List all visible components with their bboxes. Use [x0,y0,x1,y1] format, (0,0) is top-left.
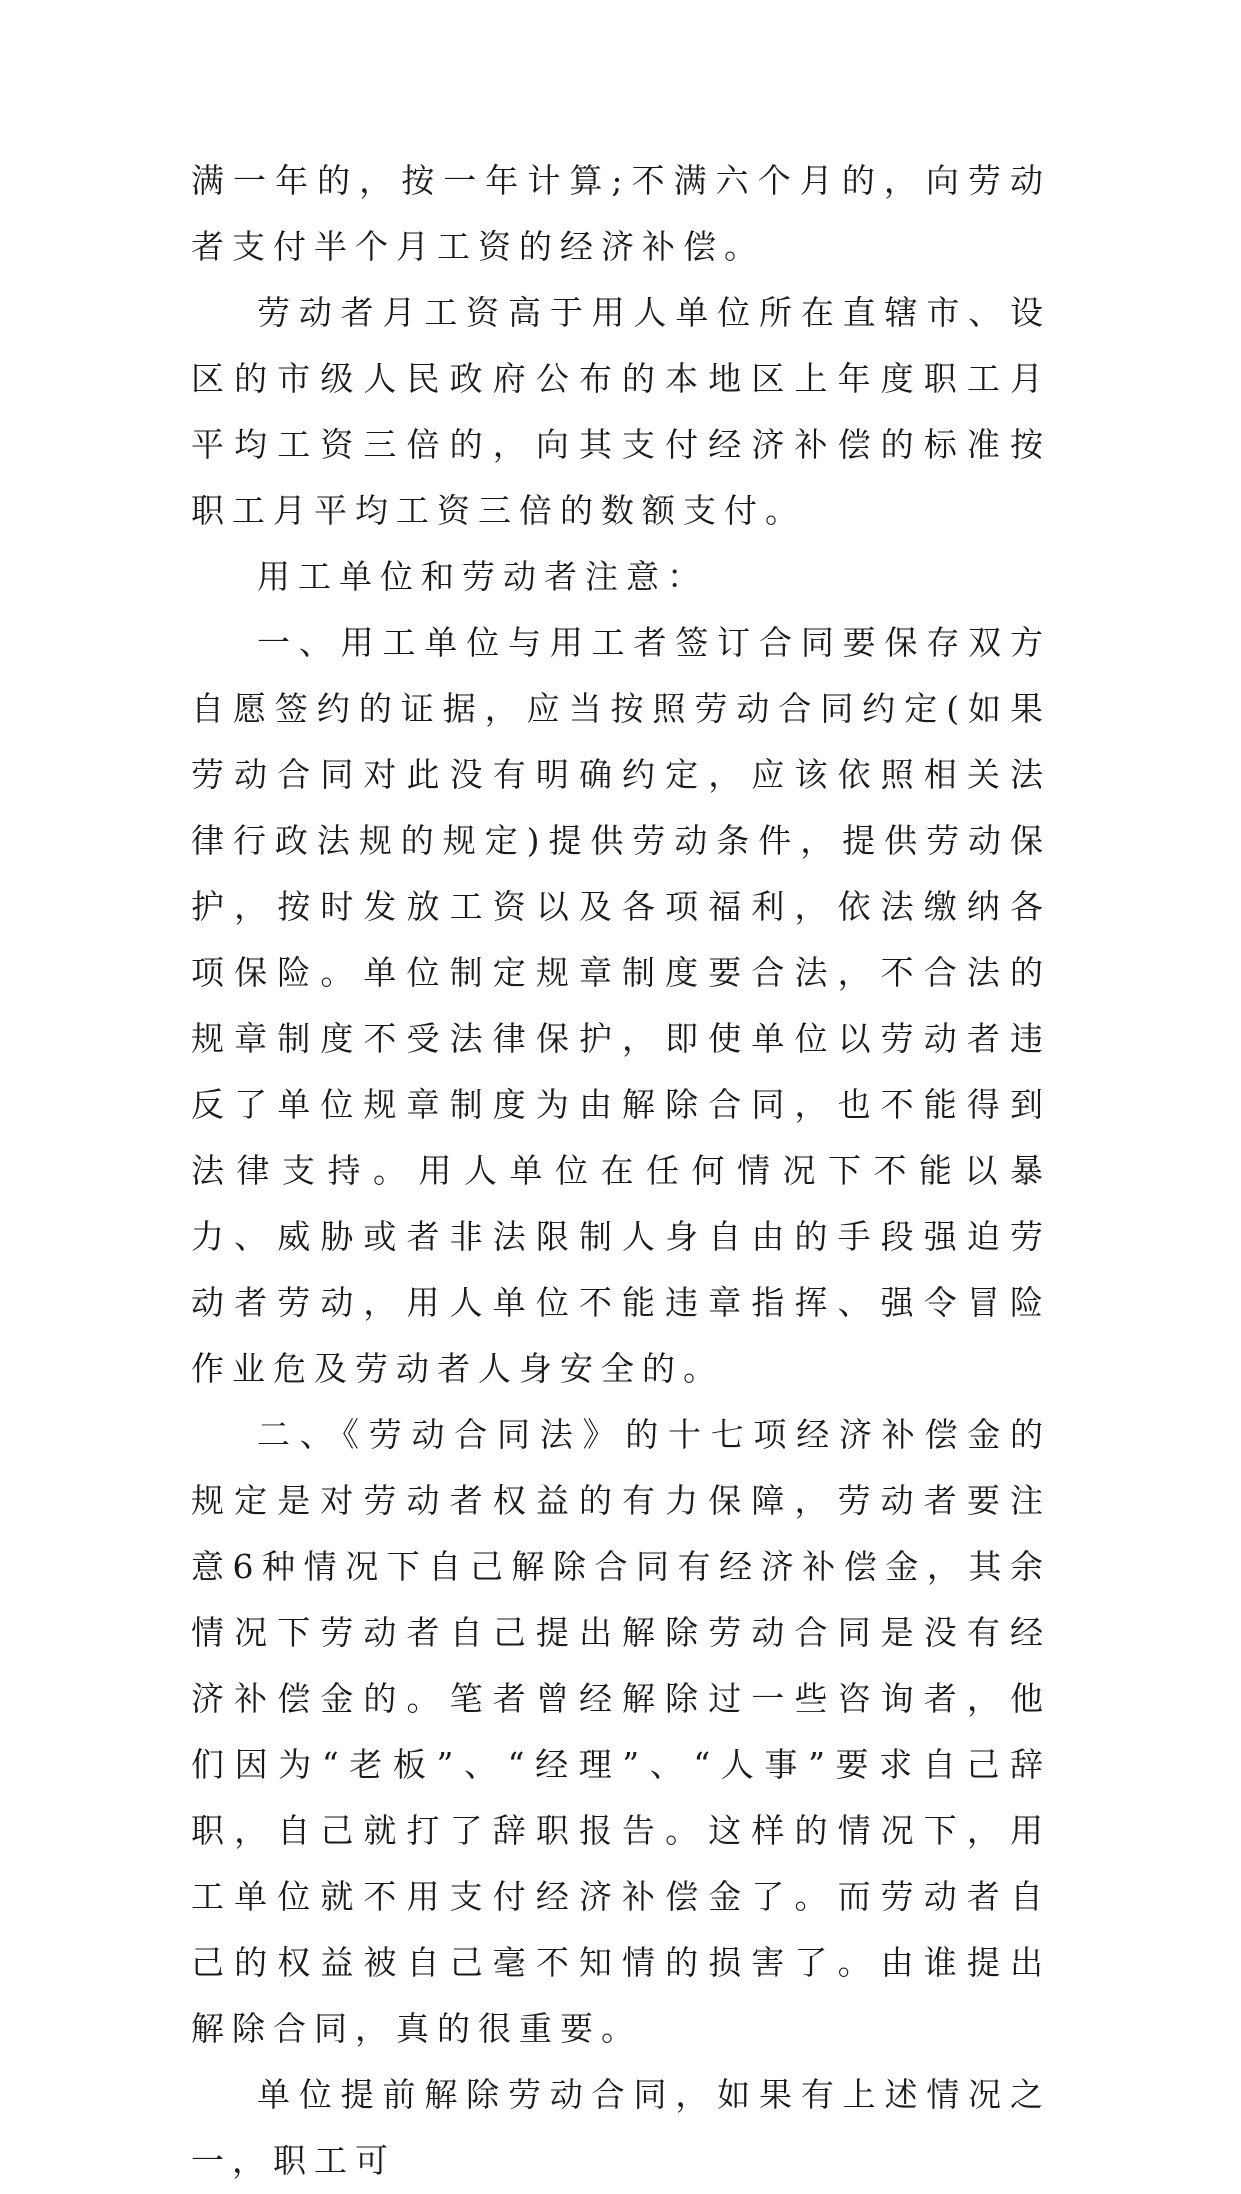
document-body [191,148,1051,2194]
paragraph-6: 单位提前解除劳动合同，如果有上述情况之一，职工可 [191,2075,1051,2180]
paragraph-5: 二、《劳动合同法》的十七项经济补偿金的规定是对劳动者权益的有力保障，劳动者要注意6种情况下自己解除合同有经济补偿金，其余情况下劳动者自己提出解除劳动合同是没有经济补偿金的。笔者曾经解除过一些咨询者，他们因为“老板”、“经理”、“人事”要求自己辞职，自己就打了辞职报告。这样的情况下，用工单位就不用支付经济补偿金了。而劳动者自己的权益被自己毫不知情的损害了。由谁提出解除合同，真的很重要。 [191,1415,1051,2048]
paragraph-2: 劳动者月工资高于用人单位所在直辖市、设区的市级人民政府公布的本地区上年度职工月平均工资三倍的，向其支付经济补偿的标准按职工月平均工资三倍的数额支付。 [191,293,1051,530]
paragraph-4: 一、用工单位与用工者签订合同要保存双方自愿签约的证据，应当按照劳动合同约定(如果劳动合同对此没有明确约定，应该依照相关法律行政法规的规定)提供劳动条件，提供劳动保护，按时发放工资以及各项福利，依法缴纳各项保险。单位制定规章制度要合法，不合法的规章制度不受法律保护，即使单位以劳动者违反了单位规章制度为由解除合同，也不能得到法律支持。用人单位在任何情况下不能以暴力、威胁或者非法限制人身自由的手段强迫劳动者劳动，用人单位不能违章指挥、强令冒险作业危及劳动者人身安全的。 [191,623,1051,1388]
paragraph-1: 满一年的，按一年计算;不满六个月的，向劳动者支付半个月工资的经济补偿。 [191,161,1051,266]
paragraph-3: 用工单位和劳动者注意： [257,557,708,596]
